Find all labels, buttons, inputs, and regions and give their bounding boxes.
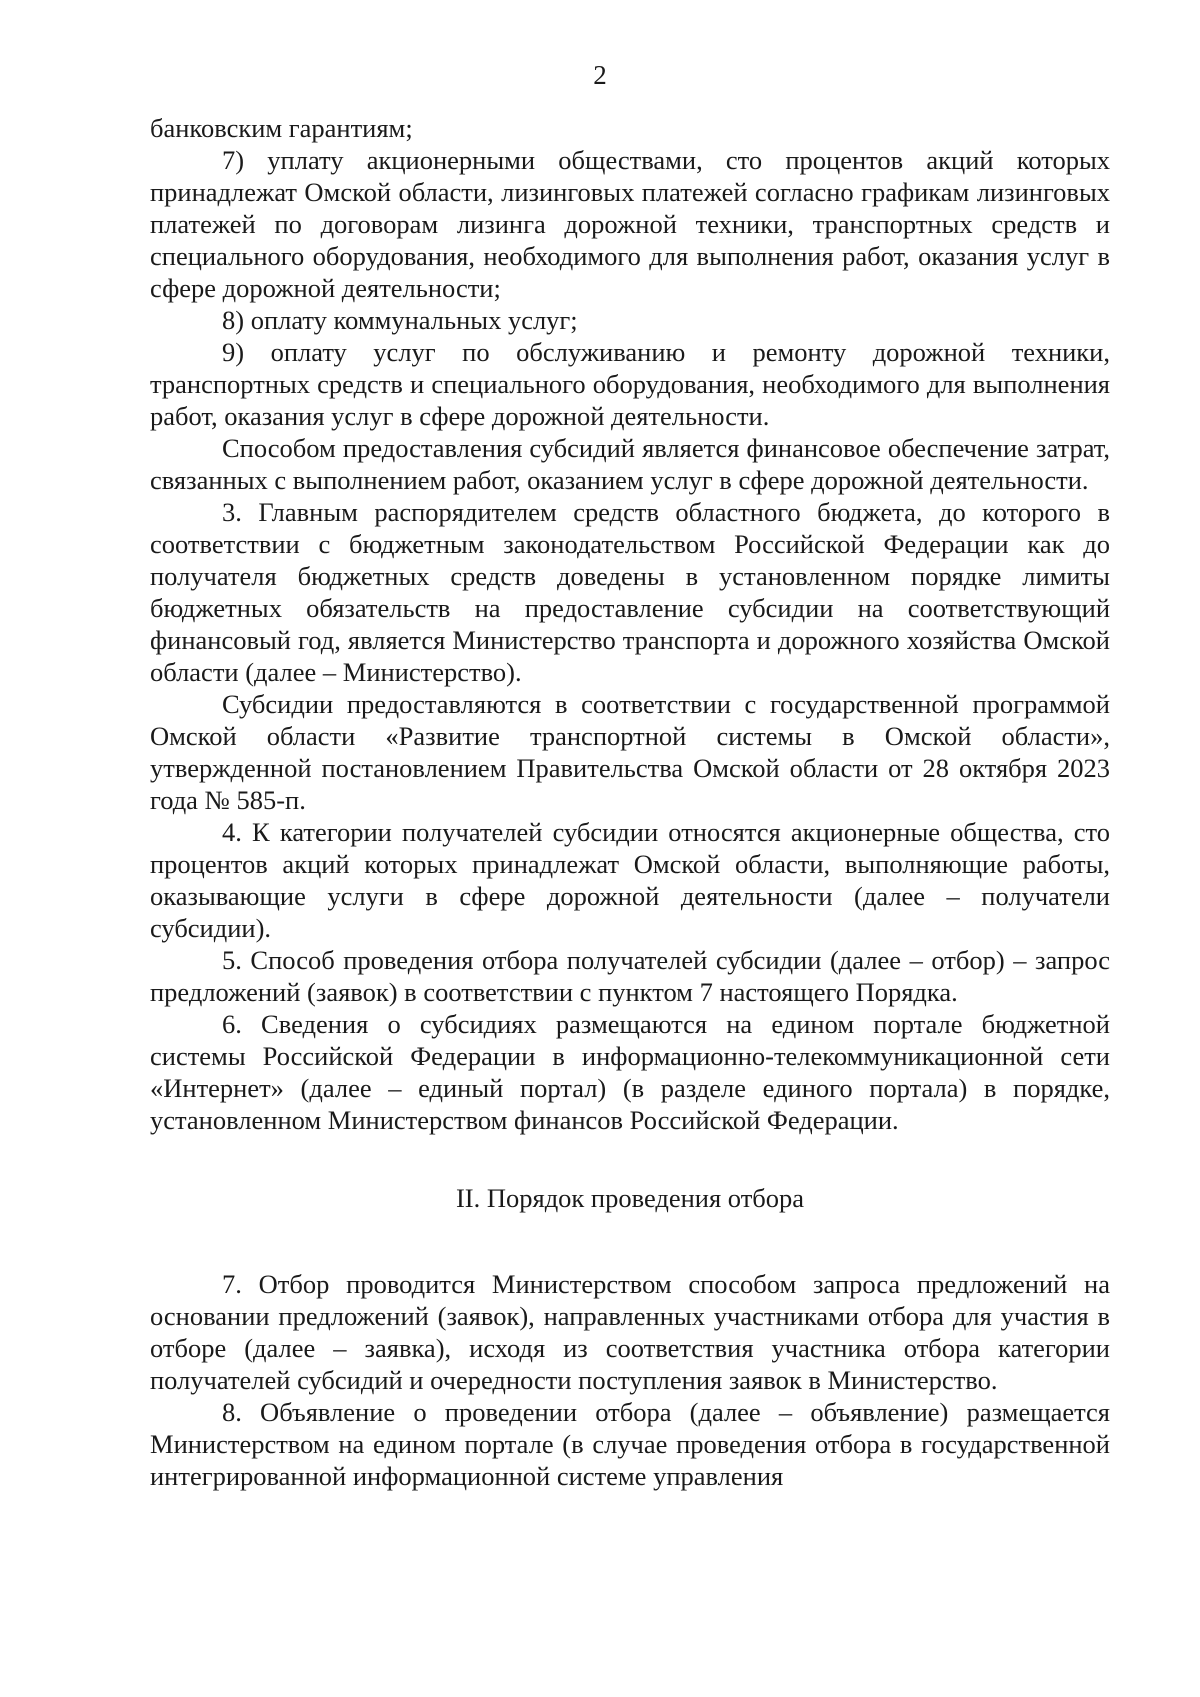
paragraph-subsidy-program: Субсидии предоставляются в соответствии с государственной программой Омской области «Развитие транспортной системы в Омской области», утвержденной постановлением Правительства Омской области от 28 октября 2023 года № 585-п. [150, 689, 1110, 815]
paragraph-clause-8: 8. Объявление о проведении отбора (далее – объявление) размещается Министерством на едином портале (в случае проведения отбора в государственной интегрированной информационной системе управления [150, 1397, 1110, 1491]
paragraph-clause-4: 4. К категории получателей субсидии относятся акционерные общества, сто процентов акций которых принадлежат Омской области, выполняющие работы, оказывающие услуги в сфере дорожной деятельности (далее – получатели субсидии). [150, 817, 1110, 943]
document-body [150, 112, 1110, 1492]
paragraph-clause-7: 7. Отбор проводится Министерством способом запроса предложений на основании предложений (заявок), направленных участниками отбора для участия в отборе (далее – заявка), исходя из соответствия участника отбора категории получателей субсидий и очередности поступления заявок в Министерство. [150, 1269, 1110, 1395]
paragraph-clause-3: 3. Главным распорядителем средств областного бюджета, до которого в соответствии с бюджетным законодательством Российской Федерации как до получателя бюджетных средств доведены в установленном порядке лимиты бюджетных обязательств на предоставление субсидии на соответствующий финансовый год, является Министерство транспорта и дорожного хозяйства Омской области (далее – Министерство). [150, 497, 1110, 687]
paragraph-continuation: банковским гарантиям; [150, 113, 413, 143]
paragraph-item-7: 7) уплату акционерными обществами, сто процентов акций которых принадлежат Омской области, лизинговых платежей согласно графикам лизинговых платежей по договорам лизинга дорожной техники, транспортных средств и специального оборудования, необходимого для выполнения работ, оказания услуг в сфере дорожной деятельности; [150, 145, 1110, 303]
paragraph-clause-6: 6. Сведения о субсидиях размещаются на едином портале бюджетной системы Российской Федерации в информационно-телекоммуникационной сети «Интернет» (далее – единый портал) (в разделе единого портала) в порядке, установленном Министерством финансов Российской Федерации. [150, 1009, 1110, 1135]
page-number: 2 [593, 60, 607, 90]
paragraph-clause-5: 5. Способ проведения отбора получателей субсидии (далее – отбор) – запрос предложений (заявок) в соответствии с пунктом 7 настоящего Порядка. [150, 945, 1110, 1007]
paragraph-subsidy-method: Способом предоставления субсидий является финансовое обеспечение затрат, связанных с выполнением работ, оказанием услуг в сфере дорожной деятельности. [150, 433, 1110, 495]
section-heading: II. Порядок проведения отбора [455, 1183, 805, 1213]
paragraph-item-8: 8) оплату коммунальных услуг; [222, 305, 578, 335]
paragraph-item-9: 9) оплату услуг по обслуживанию и ремонту дорожной техники, транспортных средств и специального оборудования, необходимого для выполнения работ, оказания услуг в сфере дорожной деятельности. [150, 337, 1110, 431]
